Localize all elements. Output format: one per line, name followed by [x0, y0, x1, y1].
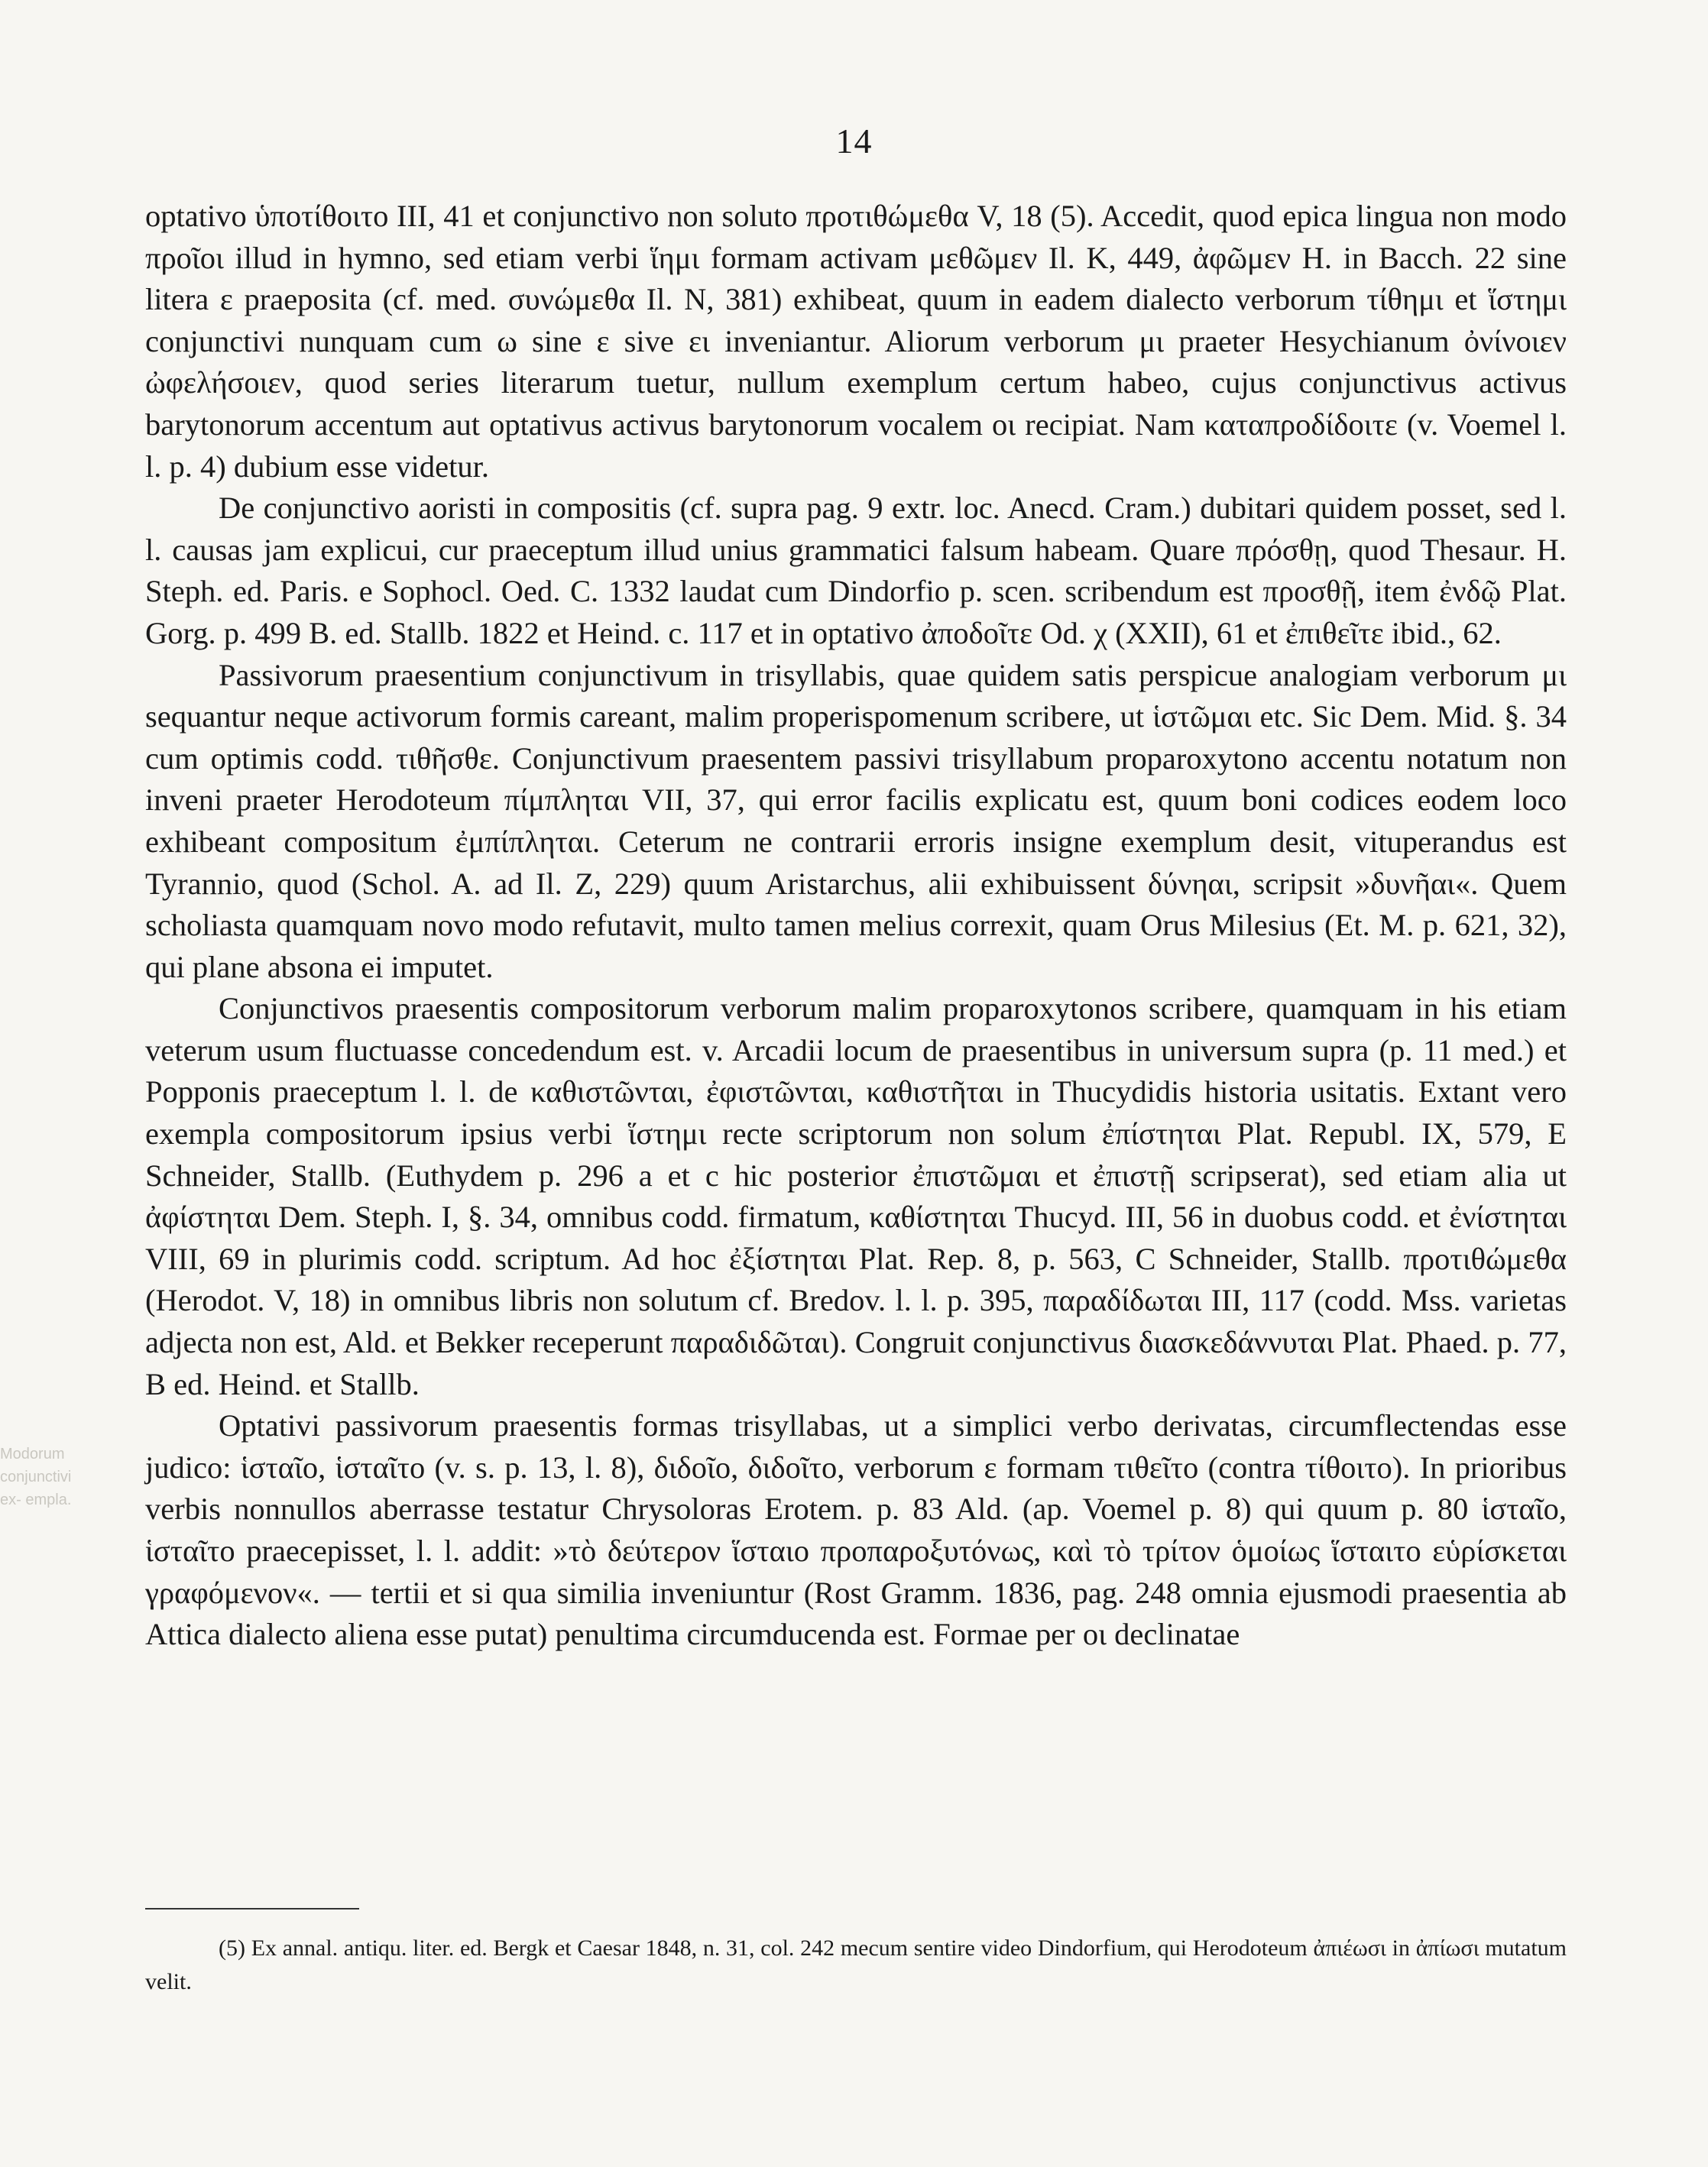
- footnote: [145, 1932, 1567, 1999]
- paragraph-1: optativo ὑποτίθοιτο III, 41 et conjunctivo non soluto προτιθώμεθα V, 18 (5). Accedit, quod epica lingua non modo πρoῖοι illud in hymno, sed etiam verbi ἵημι formam activam μεθῶμεν Il. Κ, 449, ἀφῶμεν H. in Bacch. 22 sine litera ε praeposita (cf. med. συνώμεθα Il. Ν, 381) exhibeat, quum in eadem dialecto verborum τίθημι et ἵστημι conjunctivi nunquam cum ω sine ε sive ει inveniantur. Aliorum verborum μι praeter Hesychianum ὀνίνοιεν ὠφελήσοιεν, quod series literarum tuetur, nullum exemplum certum habeo, cujus conjunctivus activus barytonorum accentum aut optativus activus barytonorum vocalem οι recipiat. Nam καταπροδίδοιτε (v. Voemel l. l. p. 4) dubium esse videtur.: [145, 199, 1567, 484]
- footnote-text: (5) Ex annal. antiqu. liter. ed. Bergk et Caesar 1848, n. 31, col. 242 mecum sentire video Dindorfium, qui Herodoteum ἀπιέωσι in ἀπίωσι mutatum velit.: [145, 1935, 1567, 1994]
- margin-show-through: Modorum conjunctivi ex- empla.: [0, 1446, 72, 1508]
- paragraph-5: Optativi passivorum praesentis formas trisyllabas, ut a simplici verbo derivatas, circumflectendas esse judico: ἱσταῖο, ἱσταῖτο (v. s. p. 13, l. 8), διδοῖο, διδοῖτο, verborum ε formam τιθεῖτο (contra τίθοιτο). In prioribus verbis nonnullos aberrasse testatur Chrysoloras Erotem. p. 83 Ald. (ap. Voemel p. 8) qui quum p. 80 ἱσταῖο, ἱσταῖτο praecepisset, l. l. addit: »τὸ δεύτερον ἵσταιο προπαροξυτόνως, καὶ τὸ τρίτον ὁμοίως ἵσταιτο εὑρίσκεται γραφόμενον«. — tertii et si qua similia inveniuntur (Rost Gramm. 1836, pag. 248 omnia ejusmodi praesentia ab Attica dialecto aliena esse putat) penultima circumducenda est. Formae per οι declinatae: [145, 1408, 1567, 1652]
- paragraph-4: Conjunctivos praesentis compositorum verborum malim proparoxytonos scribere, quamquam in his etiam veterum usum fluctuasse concedendum est. v. Arcadii locum de praesentibus in universum supra (p. 11 med.) et Popponis praeceptum l. l. de καθιστῶνται, ἐφιστῶνται, καθιστῆται in Thucydidis historia usitatis. Extant vero exempla compositorum ipsius verbi ἵστημι recte scriptorum non solum ἐπίστηται Plat. Republ. IX, 579, E Schneider, Stallb. (Euthydem p. 296 a et c hic posterior ἐπιστῶμαι et ἐπιστῇ scripserat), sed etiam alia ut ἀφίστηται Dem. Steph. I, §. 34, omnibus codd. firmatum, καθίστηται Thucyd. III, 56 in duobus codd. et ἐνίστηται VIII, 69 in plurimis codd. scriptum. Ad hoc ἐξίστηται Plat. Rep. 8, p. 563, C Schneider, Stallb. προτιθώμεθα (Herodot. V, 18) in omnibus libris non solutum cf. Bredov. l. l. p. 395, παραδίδωται III, 117 (codd. Mss. varietas adjecta non est, Ald. et Bekker receperunt παραδιδῶται). Congruit conjunctivus διασκεδάννυται Plat. Phaed. p. 77, B ed. Heind. et Stallb.: [145, 991, 1567, 1401]
- page-number: 14: [835, 121, 873, 160]
- footnote-rule: [145, 1908, 359, 1909]
- body-text: [145, 196, 1567, 1656]
- paragraph-3: Passivorum praesentium conjunctivum in trisyllabis, quae quidem satis perspicue analogiam verborum μι sequantur neque activorum formis careant, malim properispomenum scribere, ut ἱστῶμαι etc. Sic Dem. Mid. §. 34 cum optimis codd. τιθῆσθε. Conjunctivum praesentem passivi trisyllabum proparoxytono accentu notatum non inveni praeter Herodoteum πίμπληται VII, 37, qui error facilis explicatu est, quum boni codices eodem loco exhibeant compositum ἐμπίπληται. Ceterum ne contrarii erroris insigne exemplum desit, vituperandus est Tyrannio, quod (Schol. A. ad Il. Ζ, 229) quum Aristarchus, alii exhibuissent δύνηαι, scripsit »δυνῆαι«. Quem scholiasta quamquam novo modo refutavit, multo tamen melius correxit, quam Orus Milesius (Et. M. p. 621, 32), qui plane absona ei imputet.: [145, 657, 1567, 984]
- paragraph-2: De conjunctivo aoristi in compositis (cf. supra pag. 9 extr. loc. Anecd. Cram.) dubitari quidem posset, sed l. l. causas jam explicui, cur praeceptum illud unius grammatici falsum habeam. Quare πρόσθῃ, quod Thesaur. H. Steph. ed. Paris. e Sophocl. Oed. C. 1332 laudat cum Dindorfio p. scen. scribendum est προσθῇ, item ἐνδῷ Plat. Gorg. p. 499 B. ed. Stallb. 1822 et Heind. c. 117 et in optativo ἀποδοῖτε Od. χ (XXII), 61 et ἐπιθεῖτε ibid., 62.: [145, 491, 1567, 650]
